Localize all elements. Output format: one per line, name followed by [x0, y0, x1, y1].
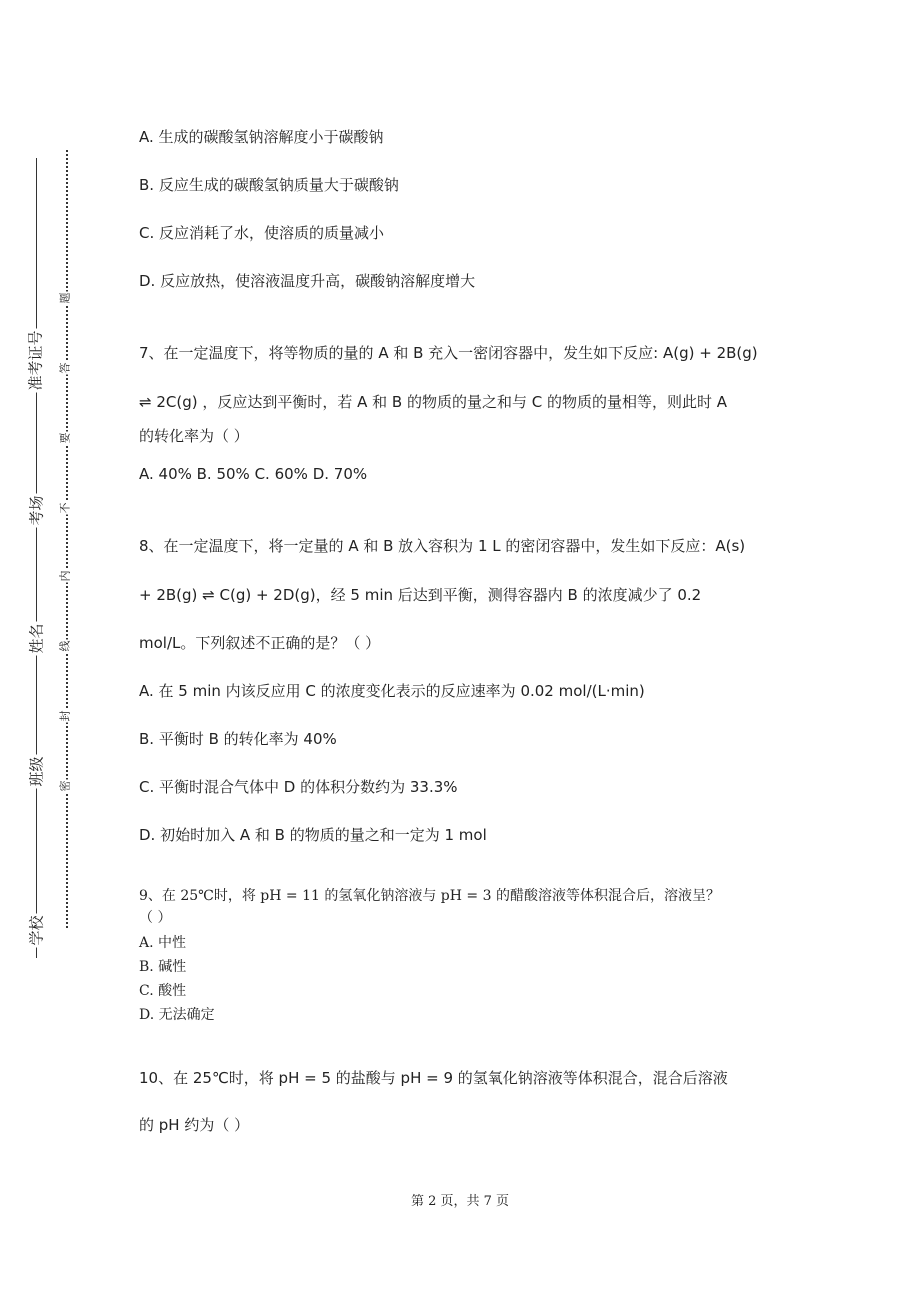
seal-char: 不: [58, 502, 72, 514]
q8-stem-line-2: + 2B(g) ⇌ C(g) + 2D(g)，经 5 min 后达到平衡，测得容器内 B 的浓度减少了 0.2: [139, 586, 702, 604]
seal-char: 内: [58, 570, 72, 582]
q9-option-a: A. 中性: [139, 935, 187, 951]
seal-char: 封: [58, 710, 72, 722]
q6-option-b: B. 反应生成的碳酸氢钠质量大于碳酸钠: [139, 176, 399, 194]
q9-option-c: C. 酸性: [139, 983, 187, 999]
field-exam-room-label: 考场: [27, 495, 46, 526]
field-school-label: 学校: [27, 915, 46, 946]
seal-char: 答: [58, 362, 72, 374]
q7-stem-line-1: 7、在一定温度下，将等物质的量的 A 和 B 充入一密闭容器中，发生如下反应: A(g) + 2B(g): [139, 344, 758, 362]
page-number-footer: 第 2 页，共 7 页: [410, 1194, 510, 1209]
binding-solid-line: [36, 158, 38, 958]
q7-stem-line-2: ⇌ 2C(g) ，反应达到平衡时，若 A 和 B 的物质的量之和与 C 的物质的量相等，则此时 A: [139, 393, 728, 411]
seal-char: 密: [58, 780, 72, 792]
field-class-label: 班级: [27, 756, 46, 787]
q9-option-d: D. 无法确定: [139, 1007, 215, 1023]
q9-option-b: B. 碱性: [139, 959, 187, 975]
q6-option-a: A. 生成的碳酸氢钠溶解度小于碳酸钠: [139, 128, 384, 146]
binding-dotted-line: [66, 150, 69, 928]
q8-stem-line-3: mol/L。下列叙述不正确的是？（ ）: [139, 634, 381, 652]
field-exam-number-label: 准考证号: [26, 330, 45, 391]
q6-option-d: D. 反应放热，使溶液温度升高，碳酸钠溶解度增大: [139, 272, 476, 290]
q10-stem-line-1: 10、在 25℃时，将 pH = 5 的盐酸与 pH = 9 的氢氧化钠溶液等体积混合，混合后溶液: [139, 1069, 728, 1087]
q8-option-c: C. 平衡时混合气体中 D 的体积分数约为 33.3%: [139, 778, 458, 796]
seal-char: 线: [58, 640, 72, 652]
q8-option-a: A. 在 5 min 内该反应用 C 的浓度变化表示的反应速率为 0.02 mol/(L·min): [139, 682, 645, 700]
q7-options: A. 40% B. 50% C. 60% D. 70%: [139, 465, 368, 483]
q9-paren: （ ）: [139, 910, 172, 926]
q8-option-b: B. 平衡时 B 的转化率为 40%: [139, 730, 337, 748]
seal-char: 题: [58, 292, 72, 304]
q10-stem-line-2: 的 pH 约为（ ）: [139, 1116, 250, 1134]
q9-stem: 9、在 25℃时，将 pH = 11 的氢氧化钠溶液与 pH = 3 的醋酸溶液等体积混合后，溶液呈？: [139, 888, 720, 904]
q8-stem-line-1: 8、在一定温度下，将一定量的 A 和 B 放入容积为 1 L 的密闭容器中，发生如下反应：A(s): [139, 537, 746, 555]
q6-option-c: C. 反应消耗了水，使溶质的质量减小: [139, 224, 385, 242]
q8-option-d: D. 初始时加入 A 和 B 的物质的量之和一定为 1 mol: [139, 826, 487, 844]
field-name-label: 姓名: [27, 623, 46, 654]
q7-stem-line-3: 的转化率为（ ）: [139, 427, 249, 445]
seal-char: 要: [58, 432, 72, 444]
